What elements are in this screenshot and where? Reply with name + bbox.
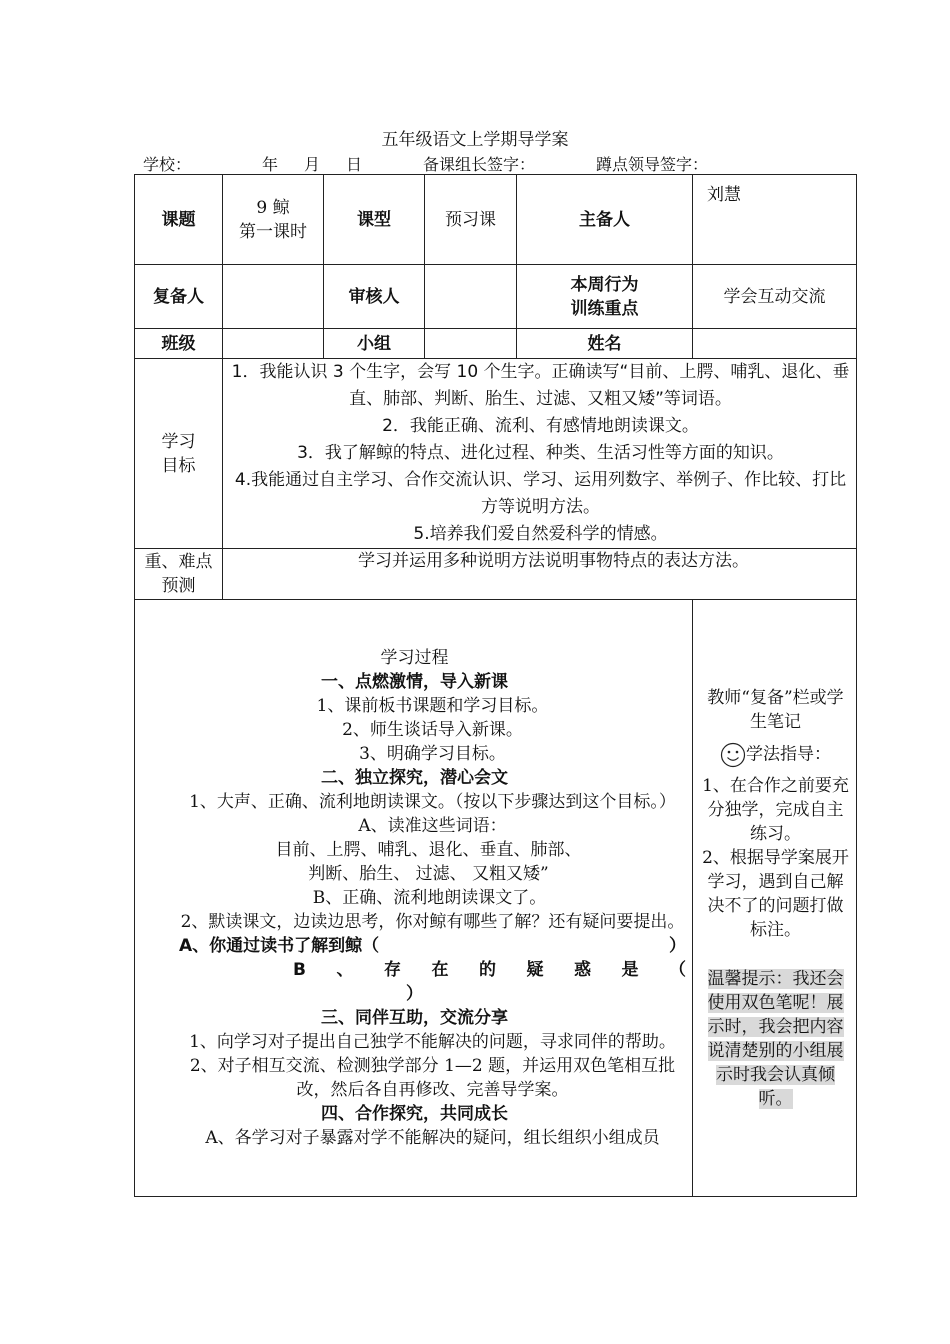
doubt-line [143,958,686,982]
topic-value [223,175,324,265]
name-value [693,329,857,359]
doubt-char: （ [668,960,686,980]
preparer-value: 刘慧 [693,175,857,265]
doubt-char: 存 [383,960,401,980]
topic-title: 9 鲸 [256,197,290,218]
goals-label-line2: 目标 [161,455,196,476]
section-heading: 四、合作探究，共同成长 [321,1104,508,1124]
keypoints-label-line2: 预测 [161,576,196,596]
notes-title: 教师“复备”栏或学生笔记 [707,687,844,732]
class-label: 班级 [135,329,223,359]
doubt-char: 惑 [573,960,591,980]
doubt-char: 、 [336,960,354,980]
goal-item: 2．我能正确、流利、有感情地朗读课文。 [382,416,699,436]
supervisor-sign-label: 蹲点领导签字： [596,155,709,174]
document-title: 五年级语文上学期导学案 [381,130,569,150]
reviewer-label: 审核人 [324,265,425,329]
day-label: 日 [346,155,363,174]
process-step: A、读准这些词语： [358,816,507,836]
name-label: 姓名 [517,329,693,359]
keypoints-label-line1: 重、难点 [144,552,213,572]
learning-process [135,600,693,1197]
word-list: 判断、胎生、 过滤、 又粗又矮” [308,864,549,884]
header-signature-line [143,152,863,174]
group-label: 小组 [324,329,425,359]
know-whale-close: ） [669,936,686,956]
preparer-label: 主备人 [517,175,693,265]
co-preparer-label: 复备人 [135,265,223,329]
school-label: 学校： [143,155,192,174]
row-topic [135,175,857,265]
section-heading: 一、点燃激情，导入新课 [321,672,508,692]
doubt-char: B [293,960,306,980]
lesson-type-label: 课型 [324,175,425,265]
topic-period: 第一课时 [239,221,307,242]
process-title: 学习过程 [380,648,449,668]
co-preparer-value [223,265,324,329]
method-guide-label: 学法指导： [746,744,831,764]
section-heading: 三、同伴互助，交流分享 [321,1008,508,1028]
method-tip: 2、根据导学案展开学习，遇到自己解决不了的问题打做标注。 [702,847,849,940]
process-step: B、正确、流利地朗读课文了。 [312,888,547,908]
lesson-plan-table [134,174,857,1197]
process-step: 2、对子相互交流、检测独学部分 1—2 题，并运用双色笔相互批改，然后各自再修改、完善导学案。 [189,1056,676,1100]
weekly-focus-label-line2: 训练重点 [570,298,639,319]
row-keypoints [135,549,857,600]
goal-item: 1．我能认识 3 个生字，会写 10 个生字。正确读写“目前、上腭、哺乳、退化、垂直、肺部、判断、胎生、过滤、又粗又矮”等词语。 [231,362,850,409]
know-whale-line [143,934,686,958]
goal-item: 4.我能通过自主学习、合作交流认识、学习、运用列数字、举例子、作比较、打比方等说明方法。 [234,470,847,517]
process-step: 3、明确学习目标。 [359,744,506,764]
method-guide [701,742,850,768]
keypoints-label [135,549,223,600]
topic-label: 课题 [135,175,223,265]
method-tip: 1、在合作之前要充分独学，完成自主练习。 [702,775,849,844]
keypoints-content: 学习并运用多种说明方法说明事物特点的表达方法。 [223,549,857,600]
teacher-notes-column [693,600,857,1197]
doubt-char: 在 [431,960,449,980]
weekly-focus-label [517,265,693,329]
process-step: A、各学习对子暴露对学不能解决的疑问，组长组织小组成员 [205,1128,660,1148]
word-list: 目前、上腭、哺乳、退化、垂直、肺部、 [275,840,582,860]
process-step: 2、师生谈话导入新课。 [342,720,523,740]
leader-sign-label: 备课组长签字： [423,155,536,174]
row-review [135,265,857,329]
section-heading: 二、独立探究，潜心会文 [321,768,508,788]
row-goals [135,359,857,549]
doubt-char: 的 [478,960,496,980]
doubt-char: 是 [621,960,639,980]
warm-reminder-text: 温馨提示：我还会使用双色笔呢！展示时，我会把内容说清楚别的小组展示时我会认真倾听。 [707,968,844,1109]
goals-content [223,359,857,549]
weekly-focus-value: 学会互动交流 [693,265,857,329]
know-whale-prompt: A、你通过读书了解到鲸（ [179,936,380,956]
reviewer-value [425,265,517,329]
doubt-close: ） [406,984,423,1004]
row-process [135,600,857,1197]
weekly-focus-label-line1: 本周行为 [570,274,639,295]
warm-reminder [701,967,850,1111]
goal-item: 3．我了解鲸的特点、进化过程、种类、生活习性等方面的知识。 [297,443,784,463]
lesson-type-value: 预习课 [425,175,517,265]
row-class [135,329,857,359]
process-step: 1、课前板书课题和学习目标。 [316,696,549,716]
smiley-face-icon [720,742,746,768]
goals-label-line1: 学习 [161,431,196,452]
goals-label [135,359,223,549]
doubt-char: 疑 [526,960,544,980]
process-step: 1、大声、正确、流利地朗读课文。（按以下步骤达到这个目标。） [189,792,676,812]
process-step: 2、默读课文，边读边思考，你对鲸有哪些了解？还有疑问要提出。 [180,912,685,932]
process-step: 1、向学习对子提出自己独学不能解决的问题，寻求同伴的帮助。 [189,1032,676,1052]
month-label: 月 [304,155,321,174]
group-value [425,329,517,359]
class-value [223,329,324,359]
goal-item: 5.培养我们爱自然爱科学的情感。 [413,524,668,544]
year-label: 年 [262,155,279,174]
